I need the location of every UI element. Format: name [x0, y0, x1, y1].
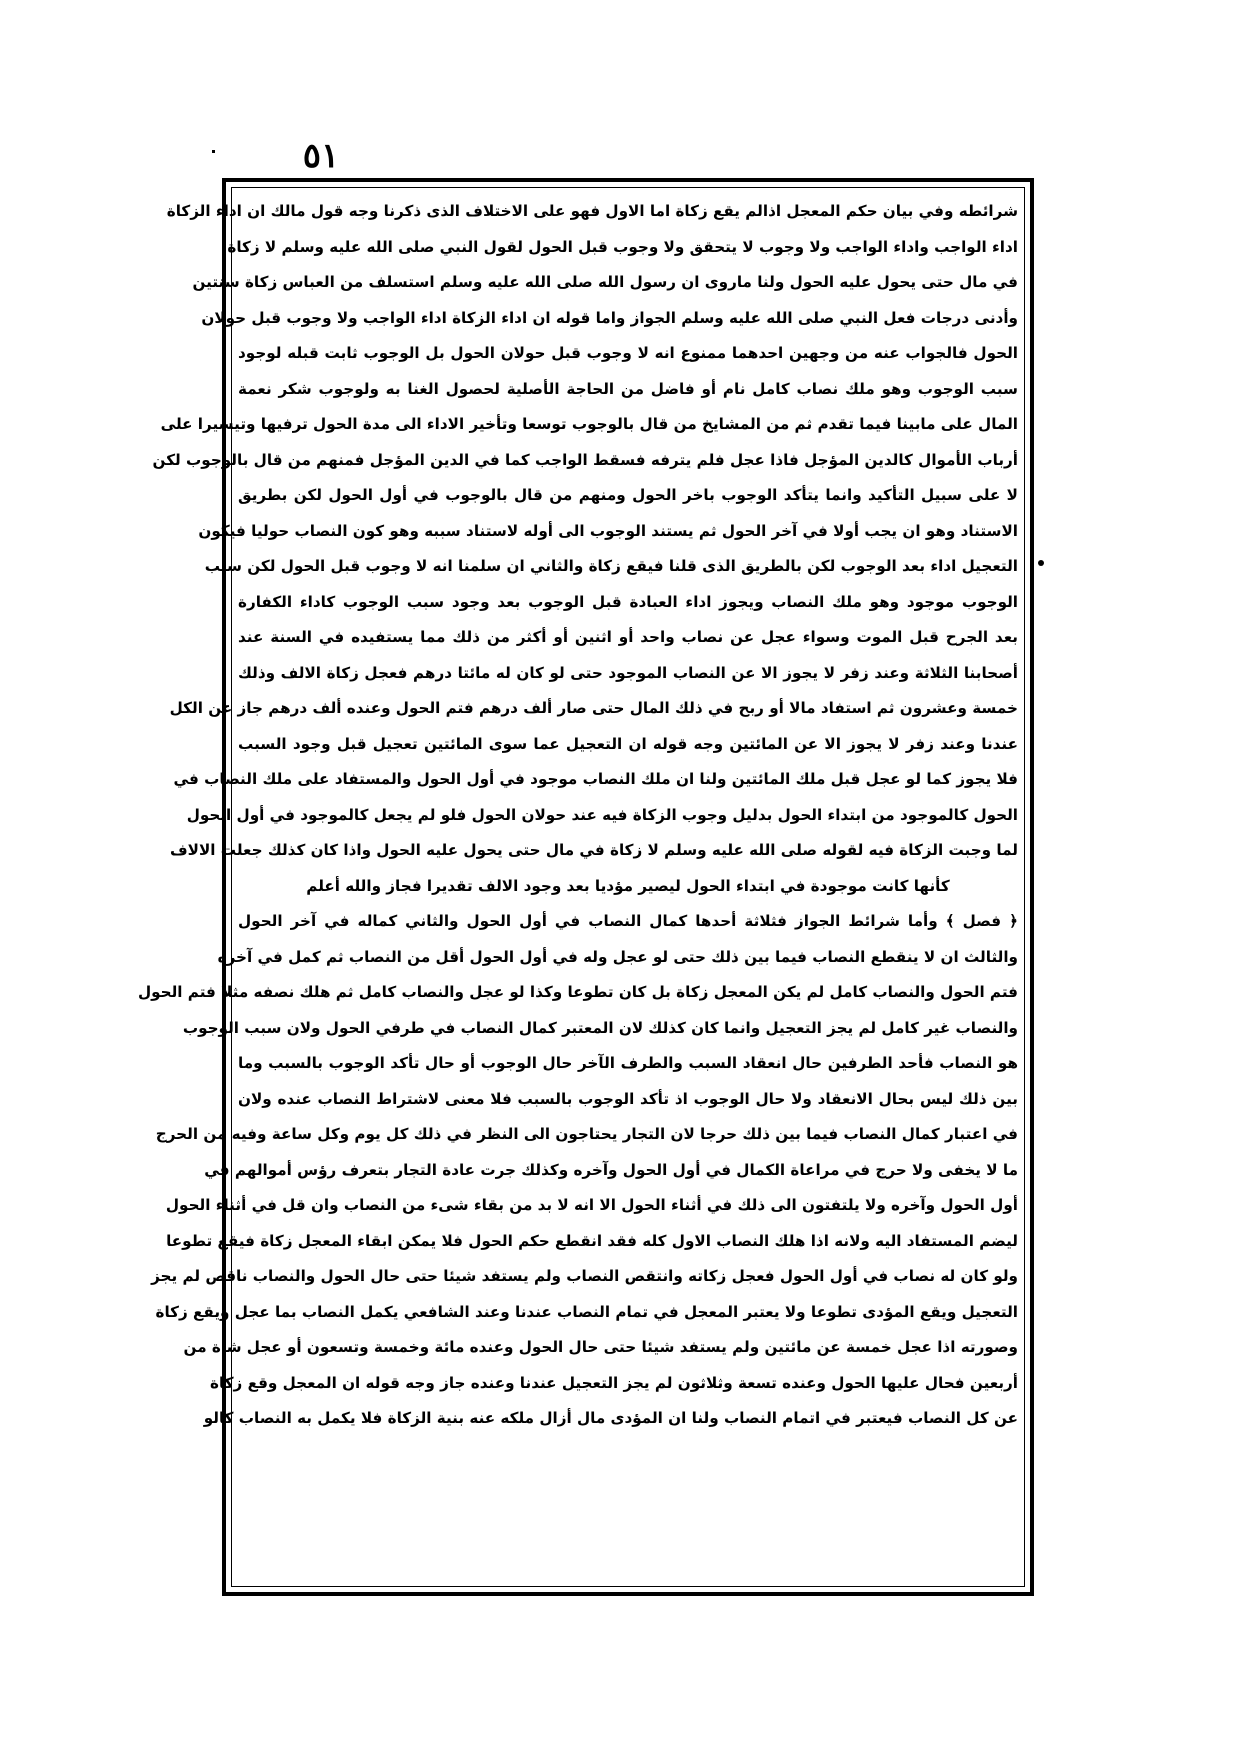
text-line: عندنا وعند زفر لا يجوز الا عن المائتين وجه قوله ان التعجيل عما سوى المائتين تعجيل قبل وجود السبب	[238, 734, 1018, 753]
main-text-block	[137, 194, 1018, 1580]
text-line: كأنها كانت موجودة في ابتداء الحول ليصير مؤديا بعد وجود الالف تقديرا فجاز والله أعلم	[306, 876, 950, 895]
text-line: الحول كالموجود من ابتداء الحول بدليل وجوب الزكاة فيه عند حولان الحول فلو لم يجعل كالموجود في أول الحول	[186, 805, 1018, 824]
text-line: أرباب الأموال كالدين المؤجل فاذا عجل فلم يترفه فسقط الواجب كما في الدين المؤجل فمنهم من قال بالوجوب لكن	[152, 450, 1018, 469]
text-line: ما لا يخفى ولا حرج في مراعاة الكمال في أول الحول وآخره وكذلك جرت عادة التجار بتعرف رؤس أموالهم في	[204, 1160, 1018, 1179]
text-line: هو النصاب فأحد الطرفين حال انعقاد السبب والطرف الآخر حال الوجوب أو حال تأكد الوجوب بالسبب وما	[238, 1054, 1018, 1072]
text-line: التعجيل اداء بعد الوجوب لكن بالطريق الذى قلنا فيقع زكاة والثاني ان سلمنا انه لا وجوب قبل الحول لكن سبب	[204, 557, 1018, 575]
text-line: والنصاب غير كامل لم يجز التعجيل وانما كان كذلك لان المعتبر كمال النصاب في طرفي الحول ولان سبب الوجوب	[182, 1018, 1018, 1037]
text-line: وأدنى درجات فعل النبي صلى الله عليه وسلم الجواز واما قوله ان اداء الزكاة اداء الواجب ولا وجوب قبل حولان	[201, 308, 1018, 327]
text-line: أول الحول وآخره ولا يلتفتون الى ذلك في أثناء الحول الا انه لا بد من بقاء شىء من النصاب وان قل في أثناء الحول	[165, 1196, 1018, 1214]
stray-ink-mark	[212, 150, 215, 153]
text-line: ولو كان له نصاب في أول الحول فعجل زكاته وانتقص النصاب ولم يستفد شيئا حتى حال الحول والنصاب ناقص لم يجز	[151, 1267, 1018, 1285]
text-line: بعد الجرح قبل الموت وسواء عجل عن نصاب واحد أو اثنين أو أكثر من ذلك مما يستفيده في السنة عند	[238, 628, 1018, 646]
text-line: شرائطه وفي بيان حكم المعجل اذالم يقع زكاة اما الاول فهو على الاختلاف الذى ذكرنا وجه قول مالك ان اداء الزكاة	[166, 202, 1018, 220]
text-line: فتم الحول والنصاب كامل لم يكن المعجل زكاة بل كان تطوعا وكذا لو عجل والنصاب كامل ثم هلك نصفه مثلا فتم الحول	[137, 983, 1018, 1001]
text-line: سبب الوجوب وهو ملك نصاب كامل نام أو فاضل من الحاجة الأصلية لحصول الغنا به ولوجوب شكر نعمة	[238, 379, 1018, 398]
text-line: الوجوب موجود وهو ملك النصاب ويجوز اداء العبادة قبل الوجوب بعد وجود سبب الوجوب كاداء الكفارة	[238, 592, 1018, 611]
text-line: أربعين فحال عليها الحول وعنده تسعة وثلاثون لم يجز التعجيل عندنا وعنده جاز وجه قوله ان المعجل وقع زكاة	[210, 1373, 1018, 1392]
text-line: بين ذلك ليس بحال الانعقاد ولا حال الوجوب اذ تأكد الوجوب بالسبب فلا معنى لاشتراط النصاب عنده ولان	[238, 1089, 1018, 1108]
text-line: المال على مابينا فيما تقدم ثم من المشايخ من قال بالوجوب توسعا وتأخير الاداء الى مدة الحول ترفيها وتيسيرا على	[160, 415, 1018, 433]
text-line: والثالث ان لا ينقطع النصاب فيما بين ذلك حتى لو عجل وله في أول الحول أقل من النصاب ثم كمل في آخره	[217, 947, 1018, 966]
text-line: خمسة وعشرون ثم استفاد مالا أو ربح في ذلك المال حتى صار ألف درهم فتم الحول وعنده ألف درهم جاز عن الكل	[169, 699, 1018, 717]
text-line: في مال حتى يحول عليه الحول ولنا ماروى ان رسول الله صلى الله عليه وسلم استسلف من العباس زكاة سنتين	[192, 273, 1018, 291]
text-line: الاستناد وهو ان يجب أولا في آخر الحول ثم يستند الوجوب الى أوله لاستناد سببه وهو كون النصاب حوليا فيكون	[198, 521, 1018, 540]
text-line: الحول فالجواب عنه من وجهين احدهما ممنوع انه لا وجوب قبل حولان الحول بل الوجوب ثابت قبله لوجود	[238, 344, 1018, 362]
text-line: فلا يجوز كما لو عجل قبل ملك المائتين ولنا ان ملك النصاب موجود في أول الحول والمستفاد على ملك النصاب في	[173, 770, 1018, 788]
page-number: ٥١	[302, 136, 340, 176]
text-line: وصورته اذا عجل خمسة عن مائتين ولم يستفد شيئا حتى حال الحول وعنده مائة وخمسة وتسعون أو عجل شاة من	[183, 1338, 1018, 1356]
text-line: أصحابنا الثلاثة وعند زفر لا يجوز الا عن النصاب الموجود حتى لو كان له مائتا درهم فعجل زكاة الالف وذلك	[238, 663, 1018, 682]
margin-mark-icon	[1038, 560, 1044, 566]
text-line: اداء الواجب واداء الواجب ولا وجوب لا يتحقق ولا وجوب قبل الحول لقول النبي صلى الله عليه وسلم لا زكاة	[227, 237, 1018, 256]
text-line: ليضم المستفاد اليه ولانه اذا هلك النصاب الاول كله فقد انقطع حكم الحول فلا يمكن ابقاء المعجل زكاة فيقع تطوعا	[166, 1231, 1018, 1250]
section-heading-line: ﴿ فصل ﴾ وأما شرائط الجواز فثلاثة أحدها كمال النصاب في أول الحول والثاني كماله في آخر الحول	[238, 912, 1018, 930]
text-line: عن كل النصاب فيعتبر في اتمام النصاب ولنا ان المؤدى مال أزال ملكه عنه بنية الزكاة فلا يكمل به النصاب كالو	[203, 1409, 1018, 1427]
text-line: لا على سبيل التأكيد وانما يتأكد الوجوب باخر الحول ومنهم من قال بالوجوب في أول الحول لكن بطريق	[238, 486, 1018, 504]
text-line: لما وجبت الزكاة فيه لقوله صلى الله عليه وسلم لا زكاة في مال حتى يحول عليه الحول واذا كان كذلك جعلت الالاف	[170, 841, 1018, 859]
text-line: في اعتبار كمال النصاب فيما بين ذلك حرجا لان التجار يحتاجون الى النظر في ذلك كل يوم وكل ساعة وفيه من الحرج	[155, 1125, 1018, 1143]
text-line: التعجيل ويقع المؤدى تطوعا ولا يعتبر المعجل في تمام النصاب عندنا وعند الشافعي يكمل النصاب بما عجل ويقع زكاة	[155, 1302, 1018, 1321]
